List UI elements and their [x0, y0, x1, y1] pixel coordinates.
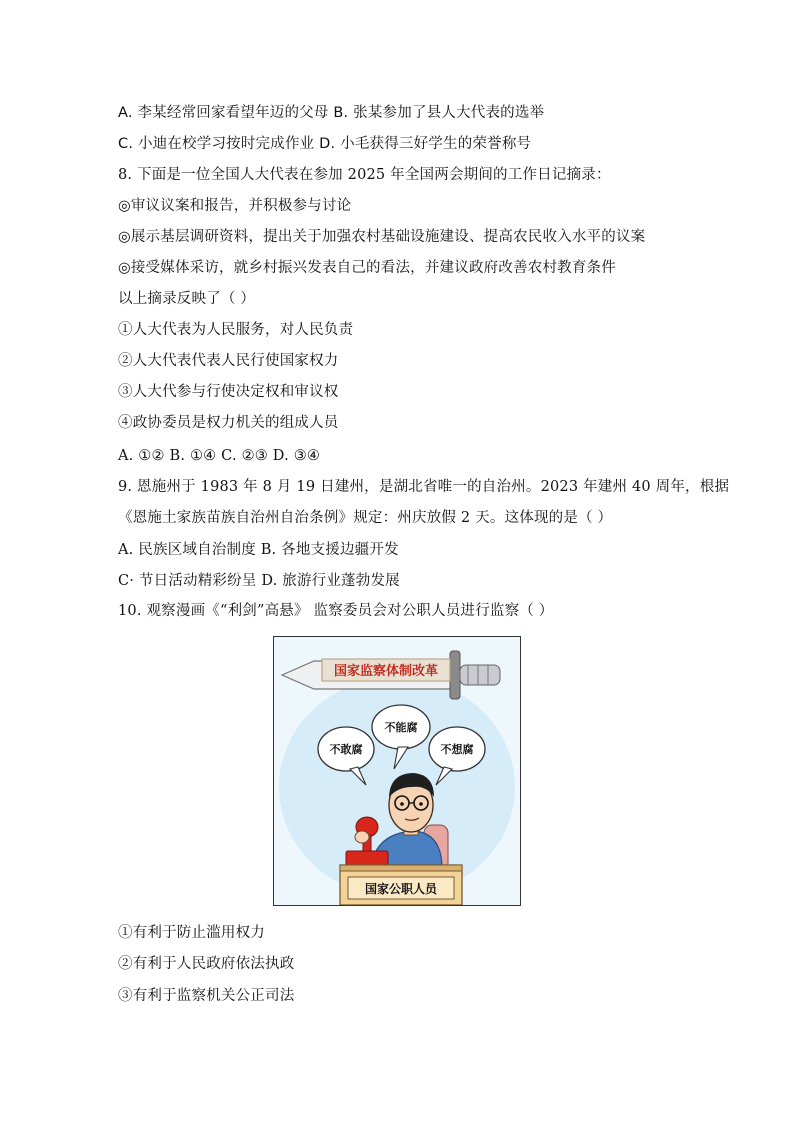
q9-stem-line-1: 9. 恩施州于 1983 年 8 月 19 日建州，是湖北省唯一的自治州。2023 年建州 40 周年，根据 [118, 479, 730, 495]
cartoon-illustration [274, 637, 520, 905]
q8-choice-1: ①人大代表为人民服务，对人民负责 [118, 322, 354, 338]
q10-choice-1: ①有利于防止滥用权力 [118, 925, 265, 941]
q9-options-ab: A. 民族区域自治制度 B. 各地支援边疆开发 [118, 542, 399, 558]
bubble-left-text: 不敢腐 [329, 743, 363, 756]
q8-choice-2: ②人大代表代表人民行使国家权力 [118, 353, 339, 369]
cartoon-sword-overhead [273, 636, 521, 906]
q8-stem: 8. 下面是一位全国人大代表在参加 2025 年全国两会期间的工作日记摘录： [118, 167, 611, 183]
q8-diary-item-1: ◎审议议案和报告，并积极参与讨论 [118, 198, 352, 214]
q8-options: A. ①② B. ①④ C. ②③ D. ③④ [118, 448, 321, 464]
q8-choice-3: ③人大代参与行使决定权和审议权 [118, 384, 339, 400]
q7-options-ab: A. 李某经常回家看望年迈的父母 B. 张某参加了县人大代表的选举 [118, 105, 545, 121]
bubble-right-text: 不想腐 [440, 743, 474, 756]
q7-options-cd: C. 小迪在校学习按时完成作业 D. 小毛获得三好学生的荣誉称号 [118, 136, 532, 152]
q8-question: 以上摘录反映了（ ） [118, 291, 256, 307]
q10-choice-3: ③有利于监察机关公正司法 [118, 988, 295, 1004]
q10-choice-2: ②有利于人民政府依法执政 [118, 956, 295, 972]
bubble-center-text: 不能腐 [384, 721, 418, 734]
q8-diary-item-3: ◎接受媒体采访，就乡村振兴发表自己的看法，并建议政府改善农村教育条件 [118, 260, 616, 276]
q9-stem-line-2: 《恩施土家族苗族自治州自治条例》规定：州庆放假 2 天。这体现的是（ ） [118, 510, 613, 526]
q8-choice-4: ④政协委员是权力机关的组成人员 [118, 415, 339, 431]
sword-label: 国家监察体制改革 [333, 664, 439, 679]
q8-diary-item-2: ◎展示基层调研资料，提出关于加强农村基础设施建设、提高农民收入水平的议案 [118, 229, 646, 245]
q10-stem: 10. 观察漫画《“利剑”高悬》 监察委员会对公职人员进行监察（ ） [118, 603, 554, 619]
desk [340, 865, 462, 905]
desk-label: 国家公职人员 [364, 882, 438, 896]
q9-options-cd: C· 节日活动精彩纷呈 D. 旅游行业蓬勃发展 [118, 573, 400, 589]
